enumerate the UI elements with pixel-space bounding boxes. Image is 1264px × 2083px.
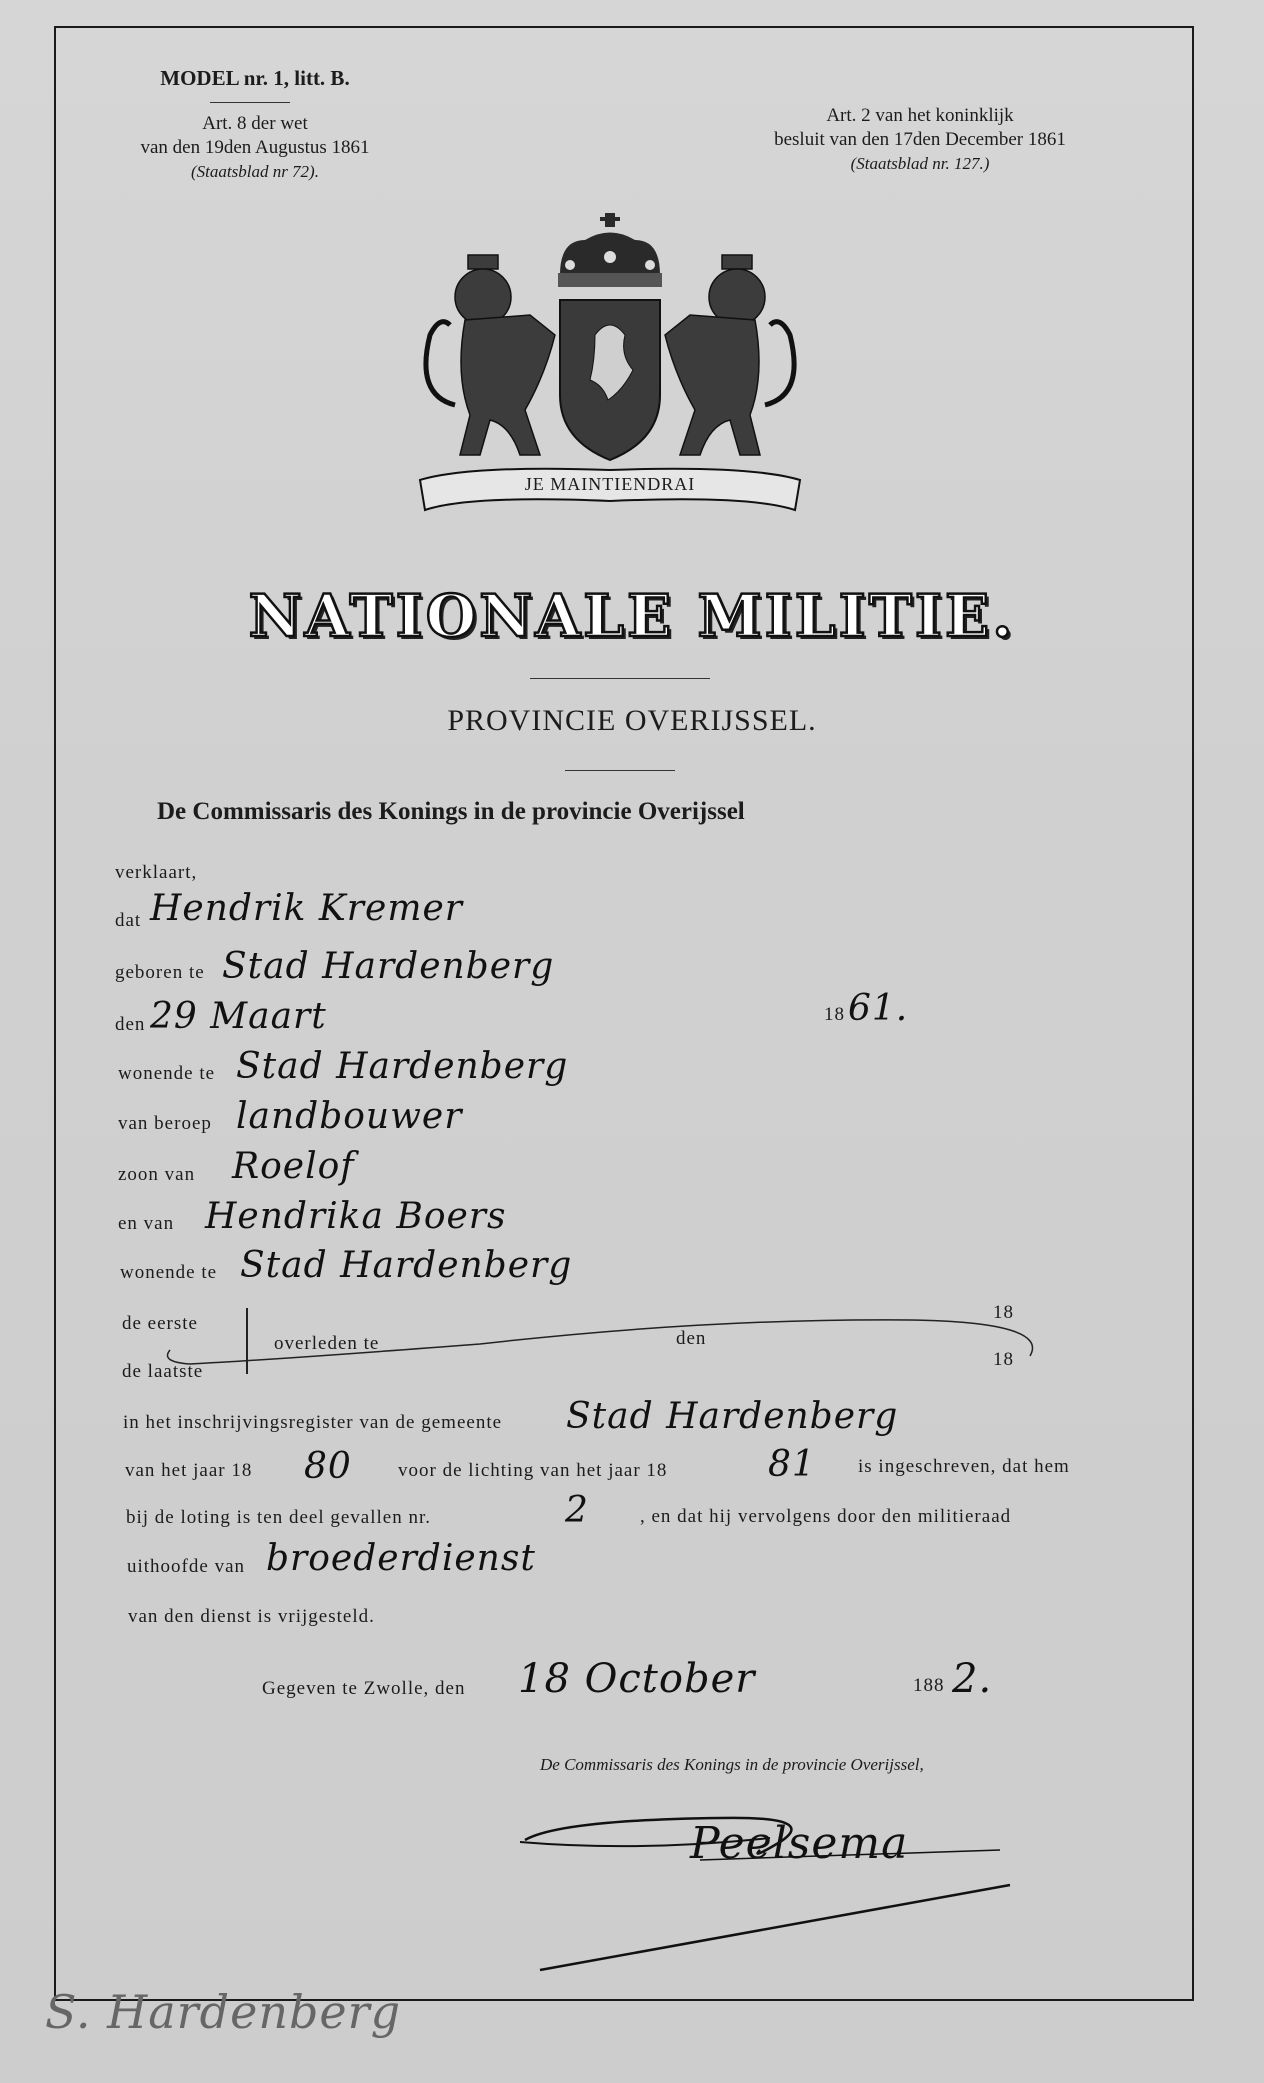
header-right [725, 104, 1115, 176]
emblem-motto: JE MAINTIENDRAI [524, 474, 696, 494]
given-prefix: Gegeven te Zwolle, den [262, 1678, 466, 1699]
name-value: Hendrik Kremer [150, 888, 463, 929]
beroep-label: van beroep [118, 1113, 212, 1134]
mother-value: Hendrika Boers [205, 1196, 507, 1237]
given-year-prefix: 188 [913, 1675, 945, 1696]
jaar-line-part2: voor de lichting van het jaar 18 [398, 1460, 668, 1481]
year-18-b: 18 [993, 1349, 1014, 1370]
vrijgesteld-text: van den dienst is vrijgesteld. [128, 1606, 375, 1627]
loting-line-part1: bij de loting is ten deel gevallen nr. [126, 1507, 431, 1528]
header-right-line2: besluit van den 17den December 1861 [774, 129, 1066, 150]
lichting-year-value: 81 [768, 1444, 816, 1485]
signature-icon [520, 1790, 1040, 1990]
lot-number-value: 2 [565, 1490, 589, 1531]
authority-heading: De Commissaris des Konings in de provincie Overijssel [157, 798, 745, 825]
header-right-line3: (Staatsblad nr. 127.) [850, 154, 990, 173]
province-heading: PROVINCIE OVERIJSSEL. [447, 704, 817, 737]
overleden-label: overleden te [274, 1333, 380, 1354]
father-value: Roelof [232, 1146, 355, 1187]
header-divider [210, 102, 290, 103]
birthyear-prefix: 18 [824, 1004, 845, 1025]
exemption-reason-value: broederdienst [266, 1538, 536, 1579]
de-laatste-label: de laatste [122, 1361, 204, 1382]
register-label: in het inschrijvingsregister van de gemeente [123, 1412, 503, 1433]
signature-text: Peelsema [690, 1818, 909, 1869]
de-eerste-label: de eerste [122, 1313, 198, 1334]
strike-through-line [150, 1300, 1050, 1380]
header-left [90, 112, 420, 184]
header-left-line3: (Staatsblad nr 72). [191, 162, 319, 181]
en-van-label: en van [118, 1213, 175, 1234]
wonende-label: wonende te [118, 1063, 216, 1084]
birthdate-value: 29 Maart [150, 996, 327, 1037]
uithoofde-label: uithoofde van [127, 1556, 246, 1577]
title-divider [530, 678, 710, 679]
year-18-a: 18 [993, 1302, 1014, 1323]
den-label: den [115, 1014, 146, 1035]
province-divider [565, 770, 675, 771]
header-right-line1: Art. 2 van het koninklijk [826, 105, 1014, 126]
parents-residence-value: Stad Hardenberg [240, 1245, 573, 1286]
given-date-value: 18 October [518, 1656, 756, 1702]
birthyear-value: 61. [848, 988, 909, 1029]
register-year-value: 80 [304, 1446, 352, 1487]
loting-line-part2: , en dat hij vervolgens door den militieraad [640, 1506, 1012, 1527]
header-left-line2: van den 19den Augustus 1861 [140, 137, 370, 158]
model-number: MODEL nr. 1, litt. B. [160, 66, 350, 90]
signature-caption: De Commissaris des Konings in de provincie Overijssel, [540, 1755, 924, 1774]
given-year-value: 2. [952, 1656, 993, 1702]
municipality-value: Stad Hardenberg [566, 1396, 899, 1437]
wonende-label-2: wonende te [120, 1262, 218, 1283]
coat-of-arms-icon [410, 205, 810, 535]
header-left-line1: Art. 8 der wet [202, 113, 308, 134]
jaar-line-part1: van het jaar 18 [125, 1460, 253, 1481]
jaar-line-part3: is ingeschreven, dat hem [858, 1456, 1070, 1477]
birthplace-value: Stad Hardenberg [222, 946, 555, 987]
dat-label: dat [115, 910, 142, 931]
document-title: NATIONALE MILITIE. [248, 582, 1016, 650]
occupation-value: landbouwer [236, 1096, 463, 1137]
geboren-label: geboren te [115, 962, 205, 983]
den-label-2: den [676, 1328, 707, 1349]
residence-value: Stad Hardenberg [236, 1046, 569, 1087]
margin-note: S. Hardenberg [45, 1985, 402, 2039]
zoon-van-label: zoon van [118, 1164, 196, 1185]
verklaart-label: verklaart, [115, 862, 198, 883]
